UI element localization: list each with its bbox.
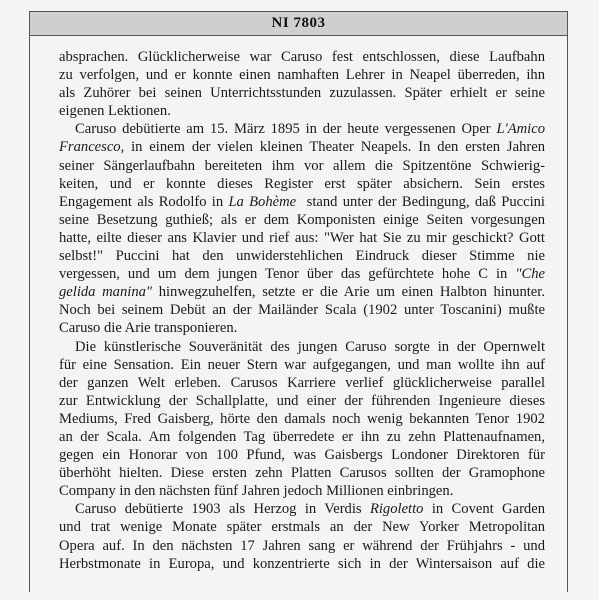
text-line: zu verfolgen, und er konnte einen namhaften Lehrer in Neapel überreden, ihn	[59, 67, 545, 84]
text-line: vergessen, und um dem jungen Tenor über das gefürchtete hohe C in "Che	[59, 266, 545, 283]
text-line: absprachen. Glücklicherweise war Caruso fest entschlossen, diese Laufbahn	[59, 49, 545, 65]
text-line: zur Entwicklung der Schallplatte, und einer der führenden Ingenieure dieses	[59, 392, 545, 409]
text-line: Herbstmonate in Europa, und konzentrierte sich in der Wintersaison auf die	[59, 555, 545, 572]
text-line: als Zuhörer bei seinen Unterrichtsstunden zuzulassen. Später erhielt er seine	[59, 85, 545, 102]
text-line: seiner Sängerlaufbahn bereiteten ihm vor allem die Spitzentöne Schwierig-	[59, 157, 545, 174]
text-line: Caruso die Arie transponieren.	[59, 320, 238, 337]
text-line: gegen ein Honorar von 100 Pfund, was Gaisbergs Londoner Direktoren für	[59, 447, 545, 464]
text-line: für eine Sensation. Ein neuer Stern war aufgegangen, und man wollte ihn auf	[59, 356, 545, 373]
text-line: keiten, und er konnte dieses Register erst später absichern. Sein erstes	[59, 175, 545, 192]
text-line: eigenen Lektionen.	[59, 103, 171, 120]
text-line: seine Besetzung guthieß; als er dem Komponisten einige Seiten vorgesungen	[59, 211, 545, 228]
text-line: Mediums, Fred Gaisberg, hörte den damals noch wenig bekannten Tenor 1902	[59, 410, 545, 427]
text-line: überhöht hielten. Diese ersten zehn Platten Carusos sollten der Gramophone	[59, 465, 545, 482]
text-line: Opera auf. In den nächsten 17 Jahren sang er während der Frühjahrs - und	[59, 537, 545, 554]
text-line: hatte, eilte dieser ans Klavier und rief aus: "Wer hat Sie zu mir geschickt? Gott	[59, 229, 545, 246]
text-line: und trat wenige Monate später erstmals an der New Yorker Metropolitan	[59, 519, 545, 536]
catalog-number: NI 7803	[271, 15, 326, 31]
text-line: Company in den nächsten fünf Jahren jedoch Millionen einbringen.	[59, 483, 454, 500]
text-line: Caruso debütierte 1903 als Herzog in Verdis Rigoletto in Covent Garden	[75, 501, 546, 518]
text-line: Francesco, in einem der vielen kleinen Theater Neapels. In den ersten Jahren	[59, 139, 545, 156]
catalog-header	[29, 11, 568, 36]
text-line: Die künstlerische Souveränität des jungen Caruso sorgte in der Opernwelt	[75, 338, 545, 355]
text-line: Caruso debütierte am 15. März 1895 in der heute vergessenen Oper L'Amico	[75, 121, 545, 138]
text-line: Noch bei seinem Debüt an der Mailänder Scala (1902 unter Toscanini) mußte	[59, 302, 545, 319]
text-line: selbst!" Puccini hat den unwiderstehlichen Eindruck dieser Stimme nie	[59, 248, 545, 265]
text-line: Engagement als Rodolfo in La Bohème stand unter der Bedingung, daß Puccini	[59, 193, 545, 210]
body-text	[59, 48, 545, 573]
text-line: der ganzen Welt erleben. Carusos Karriere verlief glücklicherweise parallel	[59, 374, 545, 391]
text-line: an der Scala. Am folgenden Tag überredete er ihn zu zehn Plattenaufnamen,	[59, 428, 545, 445]
text-line: gelida manina" hinwegzuhelfen, setzte er die Arie um einen Halbton hinunter.	[59, 284, 545, 301]
